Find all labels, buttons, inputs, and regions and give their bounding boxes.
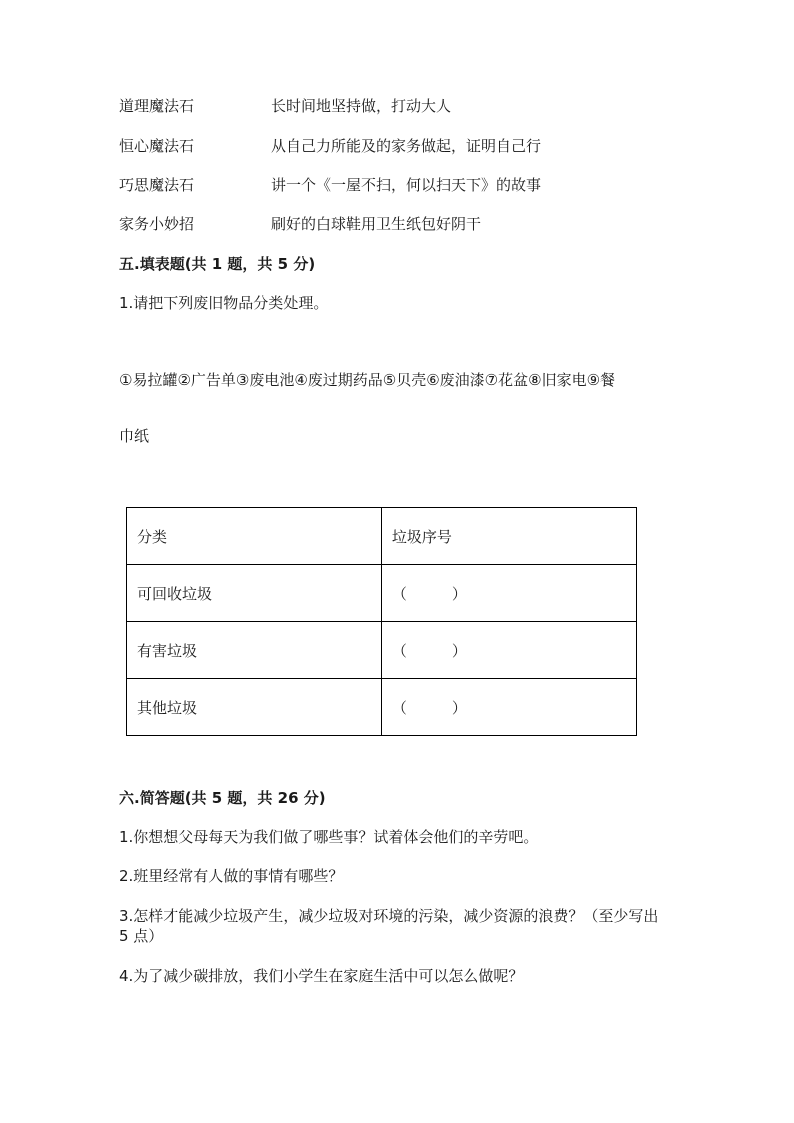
answer-blank[interactable]: （ ） xyxy=(381,679,636,736)
header-garbage-number: 垃圾序号 xyxy=(381,508,636,565)
answer-blank[interactable]: （ ） xyxy=(381,565,636,622)
category-cell: 有害垃圾 xyxy=(127,622,382,679)
match-left-4: 家务小妙招 xyxy=(119,215,195,233)
table-row xyxy=(127,622,637,679)
section-6-question-2: 2.班里经常有人做的事情有哪些？ xyxy=(119,867,344,885)
table-row xyxy=(127,565,637,622)
match-right-4: 刷好的白球鞋用卫生纸包好阴干 xyxy=(271,215,482,233)
answer-blank[interactable]: （ ） xyxy=(381,622,636,679)
category-cell: 其他垃圾 xyxy=(127,679,382,736)
section-6-question-4: 4.为了减少碳排放，我们小学生在家庭生活中可以怎么做呢？ xyxy=(119,967,524,985)
table-row xyxy=(127,679,637,736)
category-cell: 可回收垃圾 xyxy=(127,565,382,622)
match-right-3: 讲一个《一屋不扫，何以扫天下》的故事 xyxy=(271,176,542,194)
section-6-question-1: 1.你想想父母每天为我们做了哪些事？试着体会他们的辛劳吧。 xyxy=(119,828,539,846)
section-5-question-1: 1.请把下列废旧物品分类处理。 xyxy=(119,294,329,312)
match-left-1: 道理魔法石 xyxy=(119,97,195,115)
match-right-2: 从自己力所能及的家务做起，证明自己行 xyxy=(271,137,542,155)
section-5-heading: 五.填表题(共 1 题，共 5 分) xyxy=(119,255,316,273)
header-category: 分类 xyxy=(127,508,382,565)
items-list-line-1: ①易拉罐②广告单③废电池④废过期药品⑤贝壳⑥废油漆⑦花盆⑧旧家电⑨餐 xyxy=(119,371,616,389)
table-header-row xyxy=(127,508,637,565)
section-6-heading: 六.简答题(共 5 题，共 26 分) xyxy=(119,789,326,807)
items-list-line-2: 巾纸 xyxy=(119,427,150,445)
section-6-question-3: 3.怎样才能减少垃圾产生，减少垃圾对环境的污染，减少资源的浪费？（至少写出 5 点） xyxy=(119,907,659,945)
match-left-2: 恒心魔法石 xyxy=(119,137,195,155)
match-left-3: 巧思魔法石 xyxy=(119,176,195,194)
match-right-1: 长时间地坚持做，打动大人 xyxy=(271,97,452,115)
classification-table xyxy=(126,507,637,736)
